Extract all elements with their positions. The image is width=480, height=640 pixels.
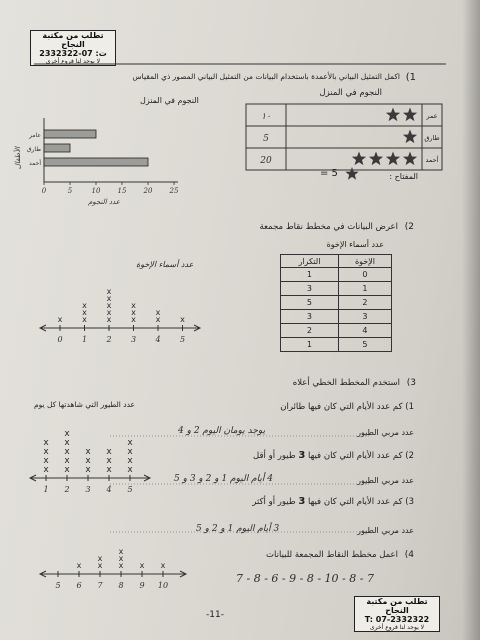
- q2-dot-plot-dot-mark: x: [106, 301, 112, 310]
- q2-dot-plot-dot-mark: x: [131, 308, 136, 317]
- q3-dot-plot-dot-mark: x: [43, 465, 49, 475]
- q3-dot-plot-dot-mark: x: [64, 456, 70, 466]
- q3-s3-post: طيور أو أكثر: [252, 497, 296, 507]
- star-icon: [386, 152, 400, 166]
- q1-table-title: النجوم في المنزل: [319, 88, 382, 98]
- q4-data-line: 7 - 8 - 6 - 9 - 8 - 10 - 8 - 7: [236, 572, 374, 585]
- q4-dot-plot-tick-label: 9: [139, 581, 145, 590]
- q2-header-frequency: التكرار: [281, 255, 339, 268]
- q2-dot-plot-dot-mark: x: [82, 301, 87, 310]
- pictograph-row-answer: ١٠: [261, 112, 271, 122]
- q4-dot-plot-dot-mark: x: [118, 561, 124, 570]
- pictograph-row-name: عمر: [426, 112, 438, 120]
- q2-cell: 1: [338, 282, 391, 296]
- bar-chart-y-label: الأطفال: [14, 146, 22, 170]
- pictograph-row-answer: 20: [260, 156, 272, 166]
- q4-dot-plot-dot-mark: x: [118, 554, 124, 563]
- stamp-bottom-line3: لا يوجد لنا فروع أخرى: [369, 623, 425, 631]
- q4-dot-plot-dot-mark: x: [139, 561, 145, 570]
- q2-dot-plot-dot-mark: x: [131, 301, 136, 310]
- q4-dot-plot-tick-label: 5: [55, 581, 61, 590]
- q2-subtitle: عدد أسماء الإخوة: [326, 240, 384, 249]
- q2-dot-plot-tick-label: 3: [130, 335, 137, 344]
- q3-dot-plot-dot-mark: x: [127, 447, 133, 457]
- stamp-top-line1: تطلب من مكتبة النجاح: [42, 31, 104, 50]
- bar-chart-category-label: عامر: [29, 132, 41, 139]
- bar-chart-category-label: أحمد: [29, 160, 41, 167]
- q3-dot-plot-tick-label: 4: [106, 485, 112, 494]
- q1-number: 1): [405, 72, 416, 83]
- q2-dot-plot-dot-mark: x: [131, 315, 136, 324]
- star-icon: [386, 108, 400, 122]
- q2-cell: 1: [281, 338, 339, 352]
- q4-instruction: اعمل مخطط النقاط المجمعة للبيانات: [266, 550, 398, 560]
- q4-number: 4): [404, 550, 414, 560]
- q3-dot-plot-dot-mark: x: [85, 465, 91, 475]
- q3-dot-plot-dot-mark: x: [64, 438, 70, 448]
- q3-number: 3): [406, 378, 416, 388]
- q3-dot-plot-dot-mark: x: [85, 447, 91, 457]
- q2-cell: 1: [281, 268, 339, 282]
- q3-a3-answer: 3 أيام اليوم 1 و 2 و 5: [196, 524, 280, 534]
- q3-dot-plot-dot-mark: x: [43, 438, 49, 448]
- q2-dot-plot-dot-mark: x: [57, 315, 63, 324]
- q2-dot-plot-dot-mark: x: [82, 315, 87, 324]
- q3-a1-answer: يوجد يومان اليوم 2 و 4: [178, 426, 266, 436]
- q2-dot-plot-dot-mark: x: [180, 315, 185, 324]
- q3-dot-plot-dot-mark: x: [85, 456, 91, 466]
- bar-chart-tick-label: 10: [91, 187, 101, 195]
- q3-dot-plot-dot-mark: x: [106, 465, 112, 475]
- q3-s3-num: 3: [298, 496, 306, 507]
- q3-a2-prefix: عدد مربي الطيور: [357, 476, 414, 485]
- star-icon: [403, 108, 417, 122]
- q2-plot-title: عدد أسماء الإخوة: [136, 260, 194, 269]
- key-star-icon: [345, 167, 358, 180]
- q3-dot-plot-tick-label: 2: [64, 485, 70, 494]
- q2-dot-plot-tick-label: 1: [81, 335, 88, 344]
- q2-cell: 3: [281, 310, 339, 324]
- q4-dot-plot-tick-label: 6: [76, 581, 82, 590]
- q4-dot-plot-dot-mark: x: [160, 561, 166, 570]
- q2-dot-plot-dot-mark: x: [155, 308, 161, 317]
- q2-instruction: اعرض البيانات في مخطط نقاط مجمعة: [259, 222, 398, 232]
- bar-chart-bar: [44, 130, 96, 138]
- q3-s2-num: 3: [298, 450, 306, 461]
- q4-dot-plot-dot-mark: x: [76, 561, 82, 570]
- q2-cell: 3: [281, 282, 339, 296]
- bar-chart-tick-label: 20: [143, 187, 153, 195]
- q3-dot-plot-tick-label: 5: [127, 485, 133, 494]
- q2-dot-plot-dot-mark: x: [106, 287, 112, 296]
- q2-cell: 0: [338, 268, 391, 282]
- bar-chart-x-label: عدد النجوم: [88, 198, 120, 206]
- q3-plot-title: عدد الطيور التي شاهدتها كل يوم: [34, 400, 135, 409]
- q2-dot-plot-dot-mark: x: [106, 294, 112, 303]
- q1-bar-title: النجوم في المنزل: [140, 96, 199, 105]
- q3-dot-plot-dot-mark: x: [127, 456, 133, 466]
- q3-dot-plot-dot-mark: x: [127, 438, 133, 448]
- pictograph-row-name: طارق: [424, 134, 440, 142]
- star-icon: [352, 152, 366, 166]
- q4-dot-plot-dot-mark: x: [97, 561, 103, 570]
- q4-dot-plot-dot-mark: x: [97, 554, 103, 563]
- bar-chart-category-label: طارق: [26, 146, 41, 153]
- q3-a3-prefix: عدد مربي الطيور: [357, 526, 414, 535]
- q3-dot-plot-dot-mark: x: [127, 465, 133, 475]
- q2-dot-plot-tick-label: 2: [106, 335, 112, 344]
- q3-dot-plot-dot-mark: x: [43, 447, 49, 457]
- q4-dot-plot-dot-mark: x: [118, 547, 124, 556]
- q3-instruction: استخدم المخطط الخطي أعلاه: [292, 378, 400, 388]
- q2-cell: 5: [281, 296, 339, 310]
- stamp-bottom-line1: تطلب من مكتبة النجاح: [366, 597, 428, 616]
- q3-a2-answer: 4 أيام اليوم 1 و 2 و 3 و 5: [174, 474, 273, 484]
- q3-dot-plot-dot-mark: x: [106, 447, 112, 457]
- q2-dot-plot-dot-mark: x: [106, 308, 112, 317]
- q1-instruction: اكمل التمثيل البياني بالأعمدة باستخدام البيانات من التمثيل البياني المصور ذي المقياس: [132, 72, 400, 81]
- q3-dot-plot-tick-label: 1: [43, 485, 49, 494]
- q4-dot-plot-tick-label: 7: [97, 581, 103, 590]
- q2-cell: 2: [338, 296, 391, 310]
- q2-dot-plot-dot-mark: x: [82, 308, 87, 317]
- q2-cell: 2: [281, 324, 339, 338]
- stamp-top-line3: لا يوجد لنا فروع أخرى: [45, 57, 101, 65]
- q2-dot-plot-tick-label: 0: [57, 335, 63, 344]
- q3-s2-post: طيور أو أقل: [253, 451, 296, 461]
- q4-dot-plot-tick-label: 8: [118, 581, 124, 590]
- bar-chart-tick-label: 15: [117, 187, 127, 195]
- star-icon: [403, 152, 417, 166]
- pictograph-row-name: أحمد: [425, 156, 439, 164]
- q3-dot-plot-tick-label: 3: [85, 485, 91, 494]
- q3-s1: 1) كم عدد الأيام التي كان فيها طائران: [280, 402, 414, 412]
- q3-dot-plot-dot-mark: x: [64, 465, 70, 475]
- q3-dot-plot-dot-mark: x: [43, 456, 49, 466]
- q1-key-label: المفتاح :: [389, 172, 418, 181]
- star-icon: [369, 152, 383, 166]
- bar-chart-tick-label: 0: [41, 187, 47, 195]
- pictograph-row-answer: 5: [263, 134, 269, 144]
- bar-chart-bar: [44, 144, 70, 152]
- q2-dot-plot-tick-label: 5: [179, 335, 186, 344]
- stamp-top-line2: ت: 07-2332322: [39, 49, 107, 59]
- q2-dot-plot-dot-mark: x: [155, 315, 161, 324]
- q2-header-siblings: الإخوة: [338, 255, 391, 268]
- q2-number: 2): [404, 222, 414, 232]
- q3-s3-pre: 3) كم عدد الأيام التي كان فيها: [307, 497, 414, 507]
- bar-chart-tick-label: 25: [169, 187, 179, 195]
- q2-cell: 4: [338, 324, 391, 338]
- q2-cell: 5: [338, 338, 391, 352]
- q3-dot-plot-dot-mark: x: [64, 447, 70, 457]
- q4-dot-plot-tick-label: 10: [157, 581, 169, 590]
- q3-a1-prefix: عدد مربي الطيور: [357, 428, 414, 437]
- q3-dot-plot-dot-mark: x: [64, 429, 70, 439]
- q2-dot-plot-dot-mark: x: [106, 315, 112, 324]
- bar-chart-tick-label: 5: [67, 187, 73, 195]
- q3-s2-pre: 2) كم عدد الأيام التي كان فيها: [307, 451, 414, 461]
- bar-chart-bar: [44, 158, 148, 166]
- stamp-bottom-line2: T: 07-2332322: [364, 615, 430, 625]
- q2-cell: 3: [338, 310, 391, 324]
- q1-key-value: = 5: [320, 168, 338, 179]
- star-icon: [403, 130, 417, 144]
- page-number: -11-: [206, 610, 224, 620]
- q3-dot-plot-dot-mark: x: [106, 456, 112, 466]
- q2-dot-plot-tick-label: 4: [155, 335, 161, 344]
